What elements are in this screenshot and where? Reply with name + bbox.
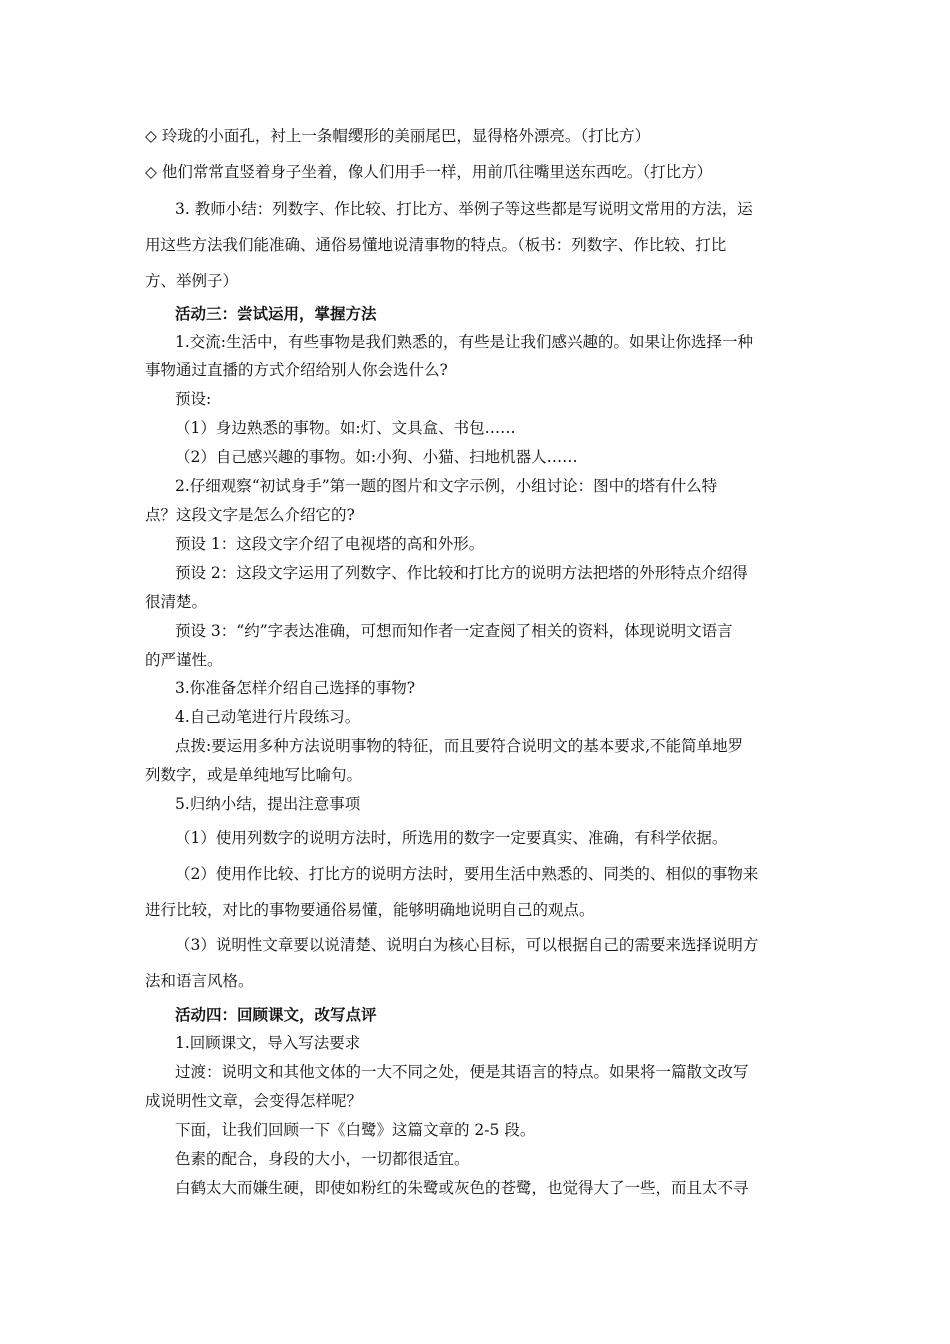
section-heading: 活动四：回顾课文，改写点评 — [175, 1005, 377, 1024]
text-line: 很清楚。 — [145, 593, 208, 611]
text-line: 预设 2：这段文字运用了列数字、作比较和打比方的说明方法把塔的外形特点介绍得 — [175, 564, 748, 582]
text-line: 点拨:要运用多种方法说明事物的特征，而且要符合说明文的基本要求,不能简单地罗 — [175, 737, 744, 755]
text-line: 过渡：说明文和其他文体的一大不同之处，便是其语言的特点。如果将一篇散文改写 — [175, 1063, 749, 1081]
text-line: 2.仔细观察“初试身手”第一题的图片和文字示例，小组讨论：图中的塔有什么特 — [175, 477, 718, 495]
text-line: 1.回顾课文，导入写法要求 — [175, 1034, 361, 1052]
text-line: （3）说明性文章要以说清楚、说明白为核心目标，可以根据自己的需要来选择说明方 — [175, 936, 759, 954]
text-line: ◇ 他们常常直竖着身子坐着，像人们用手一样，用前爪往嘴里送东西吃。（打比方） — [145, 163, 713, 181]
text-line: 预设 3：“约”字表达准确，可想而知作者一定查阅了相关的资料，体现说明文语言 — [175, 622, 733, 640]
text-line: 4.自己动笔进行片段练习。 — [175, 708, 361, 726]
text-line: 进行比较，对比的事物要通俗易懂，能够明确地说明自己的观点。 — [145, 901, 595, 919]
text-line: （1）使用列数字的说明方法时，所选用的数字一定要真实、准确，有科学依据。 — [175, 829, 728, 847]
text-line: 1.交流:生活中，有些事物是我们熟悉的，有些是让我们感兴趣的。如果让你选择一种 — [175, 333, 754, 351]
text-line: 的严谨性。 — [145, 651, 223, 669]
text-line: 色素的配合，身段的大小，一切都很适宜。 — [175, 1150, 470, 1168]
text-line: 法和语言风格。 — [145, 972, 254, 990]
text-line: 方、举例子） — [145, 272, 239, 290]
text-line: 点？这段文字是怎么介绍它的? — [145, 506, 355, 524]
text-line: ◇ 玲珑的小面孔，衬上一条帽缨形的美丽尾巴，显得格外漂亮。（打比方） — [145, 127, 651, 145]
text-line: 3.你准备怎样介绍自己选择的事物? — [175, 679, 416, 697]
text-line: 下面，让我们回顾一下《白鹭》这篇文章的 2-5 段。 — [175, 1121, 536, 1139]
text-line: 事物通过直播的方式介绍给别人你会选什么? — [145, 361, 448, 379]
section-heading: 活动三：尝试运用，掌握方法 — [175, 304, 377, 323]
text-line: 3. 教师小结：列数字、作比较、打比方、举例子等这些都是写说明文常用的方法，运 — [175, 200, 753, 218]
text-line: 5.归纳小结，提出注意事项 — [175, 795, 361, 813]
text-line: 预设: — [175, 390, 212, 408]
text-line: （2）自己感兴趣的事物。如:小狗、小猫、扫地机器人…… — [175, 448, 578, 466]
text-line: 预设 1：这段文字介绍了电视塔的高和外形。 — [175, 535, 485, 553]
text-line: 成说明性文章，会变得怎样呢？ — [145, 1092, 363, 1110]
text-line: 用这些方法我们能准确、通俗易懂地说清事物的特点。（板书：列数字、作比较、打比 — [145, 236, 727, 254]
text-line: （2）使用作比较、打比方的说明方法时，要用生活中熟悉的、同类的、相似的事物来 — [175, 865, 759, 883]
text-line: （1）身边熟悉的事物。如:灯、文具盒、书包…… — [175, 419, 516, 437]
text-line: 白鹤太大而嫌生硬，即使如粉红的朱鹭或灰色的苍鹭，也觉得大了一些，而且太不寻 — [175, 1179, 749, 1197]
text-line: 列数字，或是单纯地写比喻句。 — [145, 766, 363, 784]
